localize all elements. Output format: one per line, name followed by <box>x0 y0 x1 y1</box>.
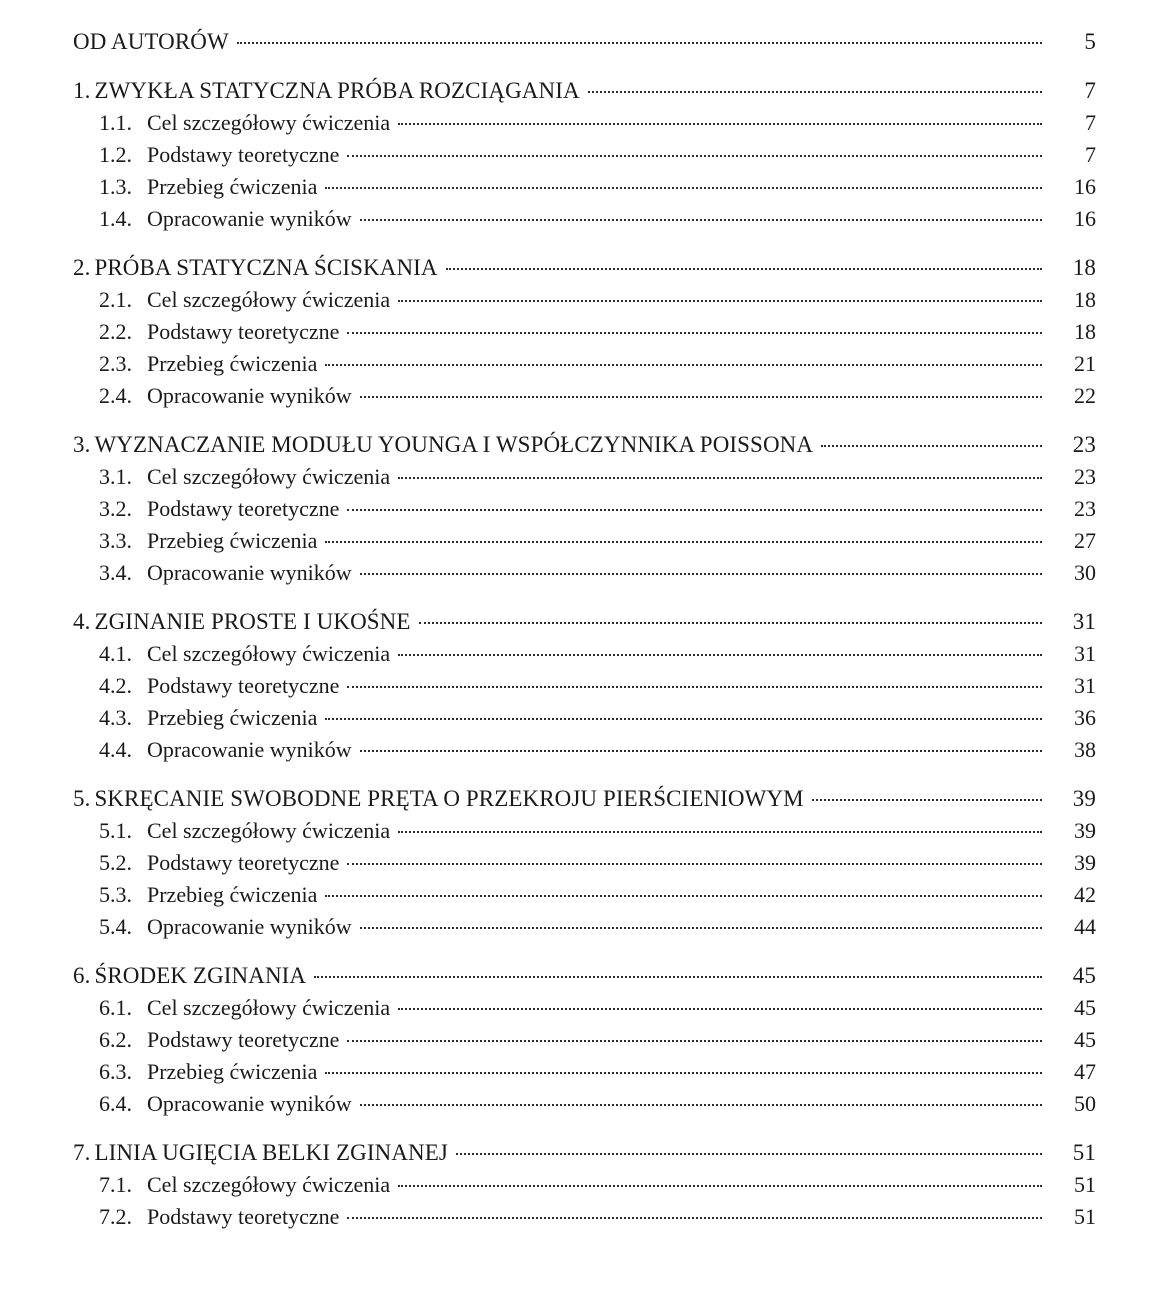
dot-leader <box>446 268 1042 270</box>
page-number: 51 <box>1074 1172 1096 1197</box>
page-number: 31 <box>1074 641 1096 666</box>
section-number: 5.1. <box>99 818 132 843</box>
section-title: Podstawy teoretyczne <box>147 1027 340 1052</box>
toc-section-6-2[interactable] <box>0 1024 1164 1056</box>
toc-chapter-6[interactable] <box>0 960 1164 992</box>
dot-leader <box>360 1104 1042 1106</box>
dot-leader <box>456 1153 1042 1155</box>
dot-leader <box>347 686 1042 688</box>
page-number: 23 <box>1074 496 1096 521</box>
page-number: 45 <box>1074 1027 1096 1052</box>
section-number: 6.1. <box>99 995 132 1020</box>
section-number: 2.3. <box>99 351 132 376</box>
page-number: 18 <box>1074 287 1096 312</box>
section-title: Opracowanie wyników <box>147 914 352 939</box>
dot-leader <box>588 91 1042 93</box>
toc-section-1-1[interactable] <box>0 107 1164 139</box>
chapter-number: 2. <box>73 255 91 280</box>
page-number: 31 <box>1074 673 1096 698</box>
page-number: 42 <box>1074 882 1096 907</box>
section-number: 7.2. <box>99 1204 132 1229</box>
section-title: Przebieg ćwiczenia <box>147 882 318 907</box>
toc-section-3-1[interactable] <box>0 461 1164 493</box>
dot-leader <box>325 364 1042 366</box>
page-number: 51 <box>1072 1140 1096 1165</box>
chapter-title: LINIA UGIĘCIA BELKI ZGINANEJ <box>94 1140 448 1165</box>
dot-leader <box>237 42 1042 44</box>
dot-leader <box>325 187 1042 189</box>
chapter-number: 3. <box>73 432 91 457</box>
section-title: Opracowanie wyników <box>147 560 352 585</box>
toc-section-4-2[interactable] <box>0 670 1164 702</box>
toc-section-7-2[interactable] <box>0 1201 1164 1233</box>
page-number: 23 <box>1074 464 1096 489</box>
toc-chapter-2[interactable] <box>0 252 1164 284</box>
chapter-title: PRÓBA STATYCZNA ŚCISKANIA <box>94 255 438 280</box>
dot-leader <box>347 332 1042 334</box>
dot-leader <box>347 1217 1042 1219</box>
page-number: 22 <box>1074 383 1096 408</box>
toc-section-1-3[interactable] <box>0 171 1164 203</box>
section-title: Cel szczegółowy ćwiczenia <box>147 641 391 666</box>
dot-leader <box>812 799 1042 801</box>
section-title: Przebieg ćwiczenia <box>147 1059 318 1084</box>
page-number: 51 <box>1074 1204 1096 1229</box>
page-number: 16 <box>1074 206 1096 231</box>
chapter-title: ZWYKŁA STATYCZNA PRÓBA ROZCIĄGANIA <box>94 78 580 103</box>
section-number: 7.1. <box>99 1172 132 1197</box>
section-title: Podstawy teoretyczne <box>147 319 340 344</box>
toc-section-6-1[interactable] <box>0 992 1164 1024</box>
dot-leader <box>398 654 1042 656</box>
dot-leader <box>325 718 1042 720</box>
section-number: 5.3. <box>99 882 132 907</box>
section-number: 2.2. <box>99 319 132 344</box>
dot-leader <box>398 1185 1042 1187</box>
section-number: 2.4. <box>99 383 132 408</box>
page-number: 50 <box>1074 1091 1096 1116</box>
page-number: 16 <box>1074 174 1096 199</box>
section-title: Opracowanie wyników <box>147 206 352 231</box>
page-number: 18 <box>1072 255 1096 280</box>
page-number: 45 <box>1074 995 1096 1020</box>
page-number: 39 <box>1072 786 1096 811</box>
toc-section-5-1[interactable] <box>0 815 1164 847</box>
section-title: Opracowanie wyników <box>147 1091 352 1116</box>
page-number: 44 <box>1074 914 1096 939</box>
toc-section-1-2[interactable] <box>0 139 1164 171</box>
section-title: Podstawy teoretyczne <box>147 850 340 875</box>
dot-leader <box>398 1008 1042 1010</box>
toc-section-2-3[interactable] <box>0 348 1164 380</box>
section-title: Cel szczegółowy ćwiczenia <box>147 287 391 312</box>
section-number: 1.4. <box>99 206 132 231</box>
toc-section-1-4[interactable] <box>0 203 1164 235</box>
dot-leader <box>360 750 1042 752</box>
dot-leader <box>325 1072 1042 1074</box>
chapter-number: 4. <box>73 609 91 634</box>
page-number: 36 <box>1074 705 1096 730</box>
dot-leader <box>325 895 1042 897</box>
dot-leader <box>398 300 1042 302</box>
section-title: Cel szczegółowy ćwiczenia <box>147 1172 391 1197</box>
section-title: Podstawy teoretyczne <box>147 673 340 698</box>
chapter-title: WYZNACZANIE MODUŁU YOUNGA I WSPÓŁCZYNNIKA POISSONA <box>94 432 814 457</box>
section-number: 1.3. <box>99 174 132 199</box>
page-number: 7 <box>1085 142 1096 167</box>
page-number: 23 <box>1072 432 1096 457</box>
toc-section-6-3[interactable] <box>0 1056 1164 1088</box>
table-of-contents <box>0 26 1164 1233</box>
toc-chapter-1[interactable] <box>0 75 1164 107</box>
toc-section-2-2[interactable] <box>0 316 1164 348</box>
dot-leader <box>347 863 1042 865</box>
section-title: Opracowanie wyników <box>147 737 352 762</box>
toc-section-2-1[interactable] <box>0 284 1164 316</box>
chapter-title: ZGINANIE PROSTE I UKOŚNE <box>94 609 411 634</box>
page-number: 45 <box>1072 963 1096 988</box>
section-number: 4.2. <box>99 673 132 698</box>
toc-section-4-3[interactable] <box>0 702 1164 734</box>
toc-section-5-2[interactable] <box>0 847 1164 879</box>
page-number: 38 <box>1074 737 1096 762</box>
section-title: Podstawy teoretyczne <box>147 1204 340 1229</box>
section-title: Podstawy teoretyczne <box>147 496 340 521</box>
dot-leader <box>347 155 1042 157</box>
chapter-number: 7. <box>73 1140 91 1165</box>
toc-chapter-5[interactable] <box>0 783 1164 815</box>
dot-leader <box>347 1040 1042 1042</box>
section-title: Cel szczegółowy ćwiczenia <box>147 818 391 843</box>
toc-section-7-1[interactable] <box>0 1169 1164 1201</box>
section-number: 5.2. <box>99 850 132 875</box>
toc-section-6-4[interactable] <box>0 1088 1164 1120</box>
section-number: 5.4. <box>99 914 132 939</box>
entry-title: OD AUTORÓW <box>73 29 229 54</box>
page-number: 7 <box>1084 78 1096 103</box>
section-number: 3.1. <box>99 464 132 489</box>
toc-chapter-4[interactable] <box>0 606 1164 638</box>
toc-section-4-4[interactable] <box>0 734 1164 766</box>
toc-section-5-3[interactable] <box>0 879 1164 911</box>
section-number: 4.4. <box>99 737 132 762</box>
dot-leader <box>360 219 1042 221</box>
toc-entry-intro[interactable] <box>0 26 1164 58</box>
page-number: 39 <box>1074 850 1096 875</box>
dot-leader <box>360 573 1042 575</box>
section-number: 6.4. <box>99 1091 132 1116</box>
section-number: 3.4. <box>99 560 132 585</box>
dot-leader <box>360 396 1042 398</box>
toc-section-3-4[interactable] <box>0 557 1164 589</box>
dot-leader <box>314 976 1042 978</box>
dot-leader <box>398 123 1042 125</box>
page-number: 47 <box>1074 1059 1096 1084</box>
toc-section-3-3[interactable] <box>0 525 1164 557</box>
dot-leader <box>325 541 1042 543</box>
section-number: 1.2. <box>99 142 132 167</box>
page-number: 21 <box>1074 351 1096 376</box>
section-title: Podstawy teoretyczne <box>147 142 340 167</box>
page-number: 27 <box>1074 528 1096 553</box>
section-number: 4.1. <box>99 641 132 666</box>
section-title: Cel szczegółowy ćwiczenia <box>147 464 391 489</box>
dot-leader <box>398 477 1042 479</box>
page-number: 5 <box>1084 29 1096 54</box>
page-number: 31 <box>1072 609 1096 634</box>
dot-leader <box>360 927 1042 929</box>
section-title: Przebieg ćwiczenia <box>147 528 318 553</box>
section-number: 4.3. <box>99 705 132 730</box>
section-number: 6.2. <box>99 1027 132 1052</box>
section-number: 3.3. <box>99 528 132 553</box>
toc-section-5-4[interactable] <box>0 911 1164 943</box>
chapter-title: ŚRODEK ZGINANIA <box>94 963 307 988</box>
section-title: Przebieg ćwiczenia <box>147 174 318 199</box>
section-title: Przebieg ćwiczenia <box>147 705 318 730</box>
chapter-number: 6. <box>73 963 91 988</box>
toc-section-2-4[interactable] <box>0 380 1164 412</box>
dot-leader <box>347 509 1042 511</box>
toc-section-3-2[interactable] <box>0 493 1164 525</box>
page-number: 30 <box>1074 560 1096 585</box>
toc-chapter-7[interactable] <box>0 1137 1164 1169</box>
section-title: Cel szczegółowy ćwiczenia <box>147 995 391 1020</box>
section-number: 1.1. <box>99 110 132 135</box>
page-number: 7 <box>1085 110 1096 135</box>
dot-leader <box>419 622 1042 624</box>
section-title: Przebieg ćwiczenia <box>147 351 318 376</box>
chapter-number: 5. <box>73 786 91 811</box>
section-title: Opracowanie wyników <box>147 383 352 408</box>
page-number: 18 <box>1074 319 1096 344</box>
toc-section-4-1[interactable] <box>0 638 1164 670</box>
toc-chapter-3[interactable] <box>0 429 1164 461</box>
section-title: Cel szczegółowy ćwiczenia <box>147 110 391 135</box>
chapter-title: SKRĘCANIE SWOBODNE PRĘTA O PRZEKROJU PIERŚCIENIOWYM <box>94 786 804 811</box>
page-number: 39 <box>1074 818 1096 843</box>
dot-leader <box>821 445 1042 447</box>
section-number: 2.1. <box>99 287 132 312</box>
chapter-number: 1. <box>73 78 91 103</box>
section-number: 6.3. <box>99 1059 132 1084</box>
dot-leader <box>398 831 1042 833</box>
section-number: 3.2. <box>99 496 132 521</box>
